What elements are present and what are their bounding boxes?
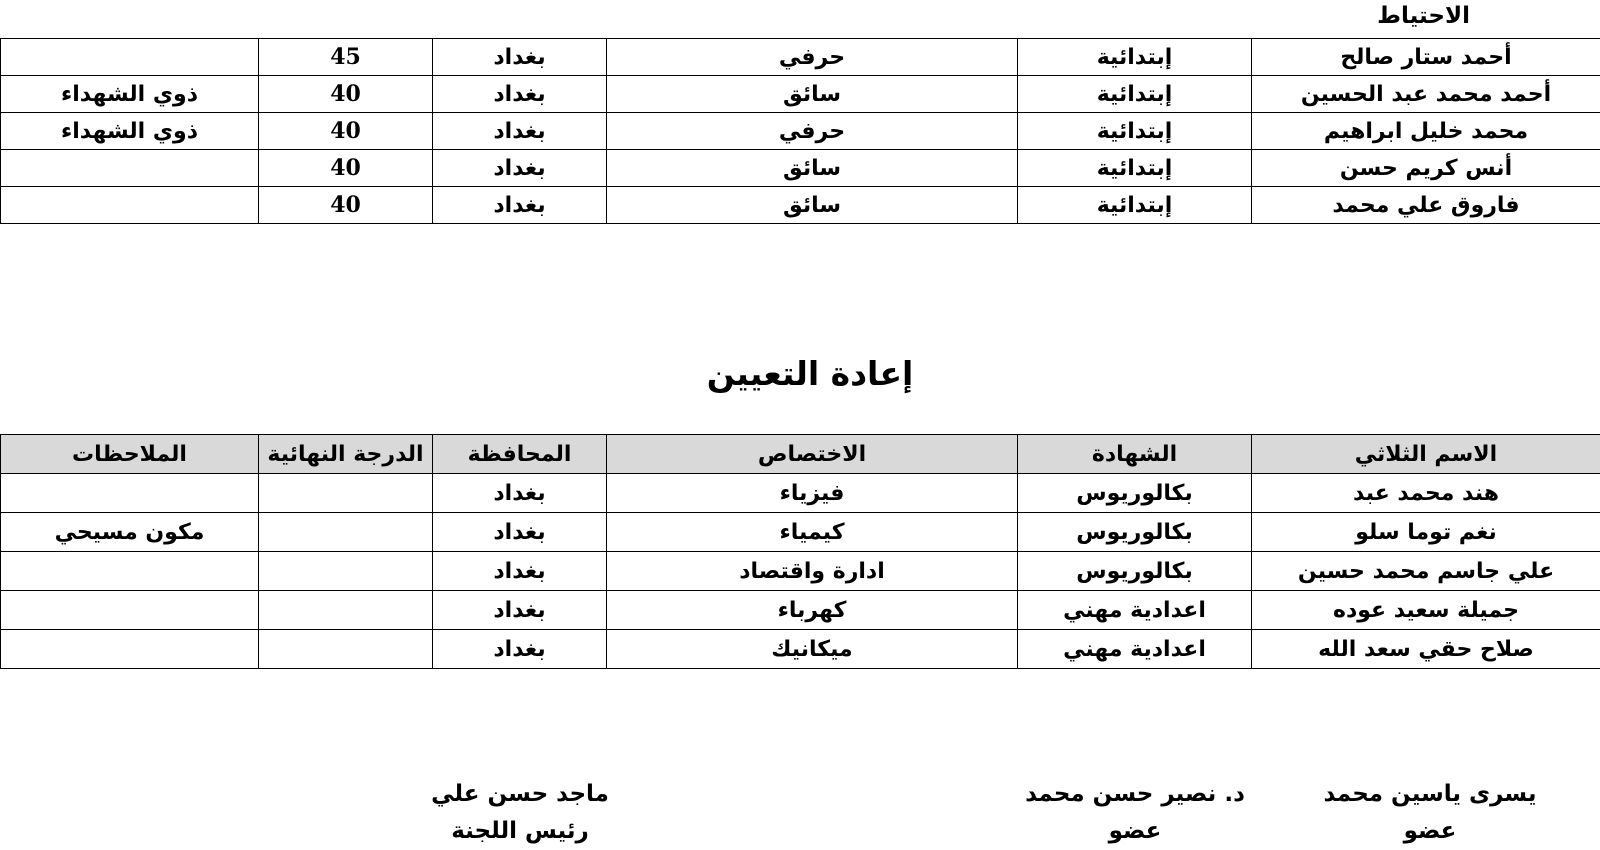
name-cell: أنس كريم حسن xyxy=(1252,150,1600,187)
province-cell: بغداد xyxy=(433,39,607,76)
header-province: المحافظة xyxy=(433,435,607,474)
notes-cell xyxy=(1,552,259,591)
signatory-name: ماجد حسن علي xyxy=(420,776,620,813)
table-row xyxy=(1,187,1600,224)
notes-cell xyxy=(1,39,259,76)
certificate-cell: إبتدائية xyxy=(1018,187,1252,224)
table-row xyxy=(1,39,1600,76)
name-cell: فاروق علي محمد xyxy=(1252,187,1600,224)
specialty-cell: ادارة واقتصاد xyxy=(607,552,1018,591)
score-cell: 40 xyxy=(259,113,433,150)
header-certificate: الشهادة xyxy=(1018,435,1252,474)
name-cell: جميلة سعيد عوده xyxy=(1252,591,1600,630)
signatory-name: د. نصير حسن محمد xyxy=(1020,776,1250,813)
province-cell: بغداد xyxy=(433,630,607,669)
certificate-cell: اعدادية مهني xyxy=(1018,630,1252,669)
score-cell xyxy=(259,552,433,591)
province-cell: بغداد xyxy=(433,591,607,630)
score-cell: 40 xyxy=(259,76,433,113)
specialty-cell: سائق xyxy=(607,76,1018,113)
province-cell: بغداد xyxy=(433,474,607,513)
notes-cell xyxy=(1,591,259,630)
notes-cell: ذوي الشهداء xyxy=(1,76,259,113)
name-cell: أحمد محمد عبد الحسين xyxy=(1252,76,1600,113)
certificate-cell: بكالوريوس xyxy=(1018,513,1252,552)
score-cell: 40 xyxy=(259,187,433,224)
specialty-cell: ميكانيك xyxy=(607,630,1018,669)
table-row xyxy=(1,113,1600,150)
reserve-section-label: الاحتياط xyxy=(1377,3,1470,29)
specialty-cell: حرفي xyxy=(607,113,1018,150)
table-row xyxy=(1,513,1600,552)
notes-cell xyxy=(1,474,259,513)
certificate-cell: اعدادية مهني xyxy=(1018,591,1252,630)
notes-cell: مكون مسيحي xyxy=(1,513,259,552)
name-cell: هند محمد عبد xyxy=(1252,474,1600,513)
header-specialty: الاختصاص xyxy=(607,435,1018,474)
table-row xyxy=(1,552,1600,591)
notes-cell: ذوي الشهداء xyxy=(1,113,259,150)
notes-cell xyxy=(1,630,259,669)
specialty-cell: سائق xyxy=(607,150,1018,187)
notes-cell xyxy=(1,150,259,187)
name-cell: محمد خليل ابراهيم xyxy=(1252,113,1600,150)
signature-block xyxy=(1320,776,1540,850)
reserve-table xyxy=(0,38,1600,224)
score-cell xyxy=(259,630,433,669)
certificate-cell: إبتدائية xyxy=(1018,76,1252,113)
score-cell: 45 xyxy=(259,39,433,76)
specialty-cell: فيزياء xyxy=(607,474,1018,513)
certificate-cell: إبتدائية xyxy=(1018,150,1252,187)
certificate-cell: بكالوريوس xyxy=(1018,474,1252,513)
signatory-role: عضو xyxy=(1320,813,1540,850)
province-cell: بغداد xyxy=(433,552,607,591)
specialty-cell: كهرباء xyxy=(607,591,1018,630)
province-cell: بغداد xyxy=(433,187,607,224)
signature-block xyxy=(1020,776,1250,850)
certificate-cell: بكالوريوس xyxy=(1018,552,1252,591)
certificate-cell: إبتدائية xyxy=(1018,39,1252,76)
signatory-name: يسرى ياسين محمد xyxy=(1320,776,1540,813)
header-score: الدرجة النهائية xyxy=(259,435,433,474)
table-row xyxy=(1,474,1600,513)
table-header-row xyxy=(1,435,1600,474)
table-row xyxy=(1,150,1600,187)
score-cell xyxy=(259,591,433,630)
header-notes: الملاحظات xyxy=(1,435,259,474)
table-row xyxy=(1,76,1600,113)
signatory-role: رئيس اللجنة xyxy=(420,813,620,850)
score-cell xyxy=(259,474,433,513)
province-cell: بغداد xyxy=(433,150,607,187)
certificate-cell: إبتدائية xyxy=(1018,113,1252,150)
province-cell: بغداد xyxy=(433,513,607,552)
header-name: الاسم الثلاثي xyxy=(1252,435,1600,474)
reappointment-title: إعادة التعيين xyxy=(0,354,1600,393)
table-row xyxy=(1,630,1600,669)
score-cell xyxy=(259,513,433,552)
name-cell: علي جاسم محمد حسين xyxy=(1252,552,1600,591)
signatory-role: عضو xyxy=(1020,813,1250,850)
specialty-cell: كيمياء xyxy=(607,513,1018,552)
specialty-cell: حرفي xyxy=(607,39,1018,76)
specialty-cell: سائق xyxy=(607,187,1018,224)
province-cell: بغداد xyxy=(433,113,607,150)
name-cell: نغم توما سلو xyxy=(1252,513,1600,552)
signature-block xyxy=(420,776,620,850)
score-cell: 40 xyxy=(259,150,433,187)
table-row xyxy=(1,591,1600,630)
name-cell: صلاح حقي سعد الله xyxy=(1252,630,1600,669)
notes-cell xyxy=(1,187,259,224)
province-cell: بغداد xyxy=(433,76,607,113)
name-cell: أحمد ستار صالح xyxy=(1252,39,1600,76)
reappointment-table xyxy=(0,434,1600,669)
